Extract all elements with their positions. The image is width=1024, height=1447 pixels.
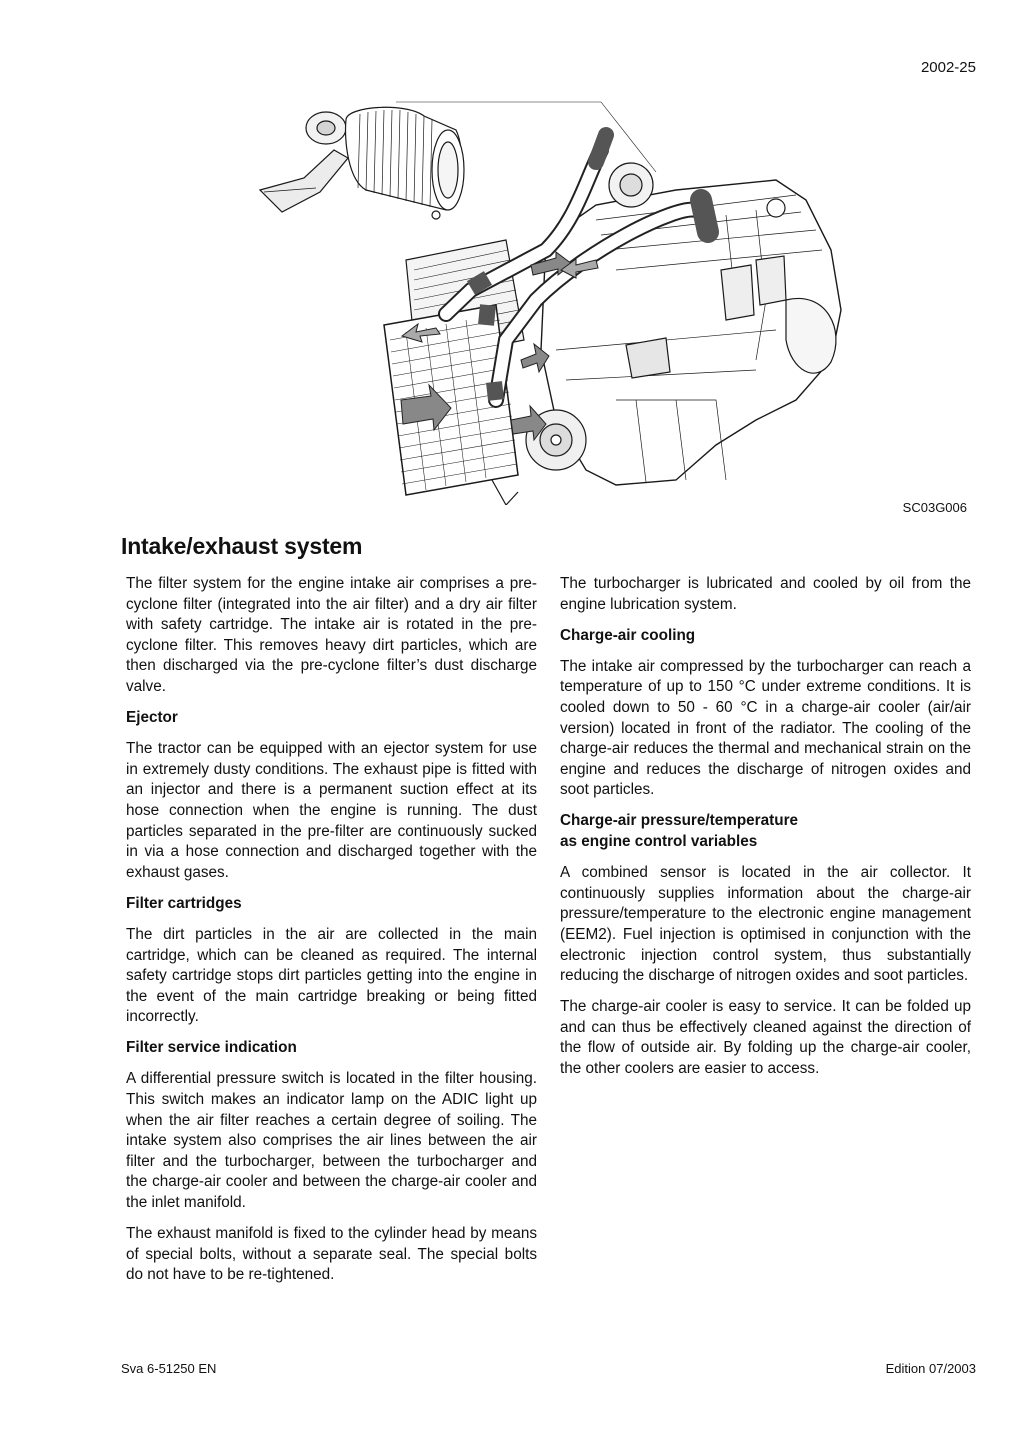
footer-edition: Edition 07/2003: [885, 1361, 976, 1376]
section-heading: Intake/exhaust system: [121, 533, 363, 559]
paragraph-exhaust-manifold: The exhaust manifold is fixed to the cylinder head by means of special bolts, without a separate seal. The special bolts do not have to be re-tightened.: [126, 1225, 537, 1284]
subheading-filter-service: Filter service indication: [126, 1039, 297, 1057]
subheading-line-2: as engine control variables: [560, 833, 758, 851]
page-number: 2002-25: [920, 59, 976, 76]
subheading-line-1: Charge-air pressure/temperature: [560, 812, 799, 830]
subheading-charge-air-pressure: [560, 811, 971, 852]
paragraph-filter-system: The filter system for the engine intake air comprises a pre-cyclone filter (integrated into the air filter) and a dry air filter with safety cartridge. The intake air is rotated in the pre-cyclone filter. This removes heavy dirt particles, which are then discharged via the pre-cyclone filter’s dust discharge valve.: [126, 575, 537, 695]
paragraph-ejector: The tractor can be equipped with an ejector system for use in extremely dusty conditions. The exhaust pipe is fitted with an injector and there is a permanent suction effect at its hose connection when the engine is running. The dust particles separated in the pre-filter are continuously sucked in via a hose connection and discharged together with the exhaust gases.: [126, 740, 537, 881]
footer-doc-id: Sva 6-51250 EN: [121, 1361, 217, 1376]
paragraph-combined-sensor: A combined sensor is located in the air collector. It continuously supplies information about the charge-air pressure/temperature to the electronic engine management (EEM2). Fuel injection is optimised in conjunction with the electronic injection control system, thus substantially reducing the discharge of nitrogen oxides and soot particles.: [560, 864, 971, 985]
paragraph-turbocharger: The turbocharger is lubricated and cooled by oil from the engine lubrication system.: [560, 575, 971, 613]
figure-code: SC03G006: [902, 500, 967, 515]
subheading-filter-cartridges: Filter cartridges: [126, 894, 242, 912]
right-column: [560, 574, 971, 1090]
paragraph-filter-cartridges: The dirt particles in the air are collected in the main cartridge, which can be cleaned as required. The internal safety cartridge stops dirt particles getting into the engine in the event of the main cartridge breaking or being fitted incorrectly.: [126, 925, 537, 1026]
paragraph-charge-air-cooling: The intake air compressed by the turbocharger can reach a temperature of up to 150 °C under extreme conditions. It is cooled down to 50 - 60 °C in a charge-air cooler (air/air version) located in front of the radiator. The cooling of the charge-air reduces the thermal and mechanical strain on the engine and reduces the discharge of nitrogen oxides and soot particles.: [560, 657, 971, 799]
paragraph-cooler-service: The charge-air cooler is easy to service. It can be folded up and can thus be effectively cleaned against the direction of the flow of outside air. By folding up the charge-air cooler, the other coolers are easier to access.: [560, 998, 971, 1077]
left-column: [126, 574, 537, 1296]
engine-illustration: [256, 100, 844, 505]
paragraph-filter-service: A differential pressure switch is located in the filter housing. This switch makes an indicator lamp on the ADIC light up when the air filter reaches a certain degree of soiling. The intake system also comprises the air lines between the air filter and the turbocharger, between the turbocharger and the charge-air cooler and between the charge-air cooler and the inlet manifold.: [126, 1070, 537, 1212]
subheading-ejector: Ejector: [126, 709, 178, 727]
subheading-charge-air-cooling: Charge-air cooling: [560, 626, 696, 644]
